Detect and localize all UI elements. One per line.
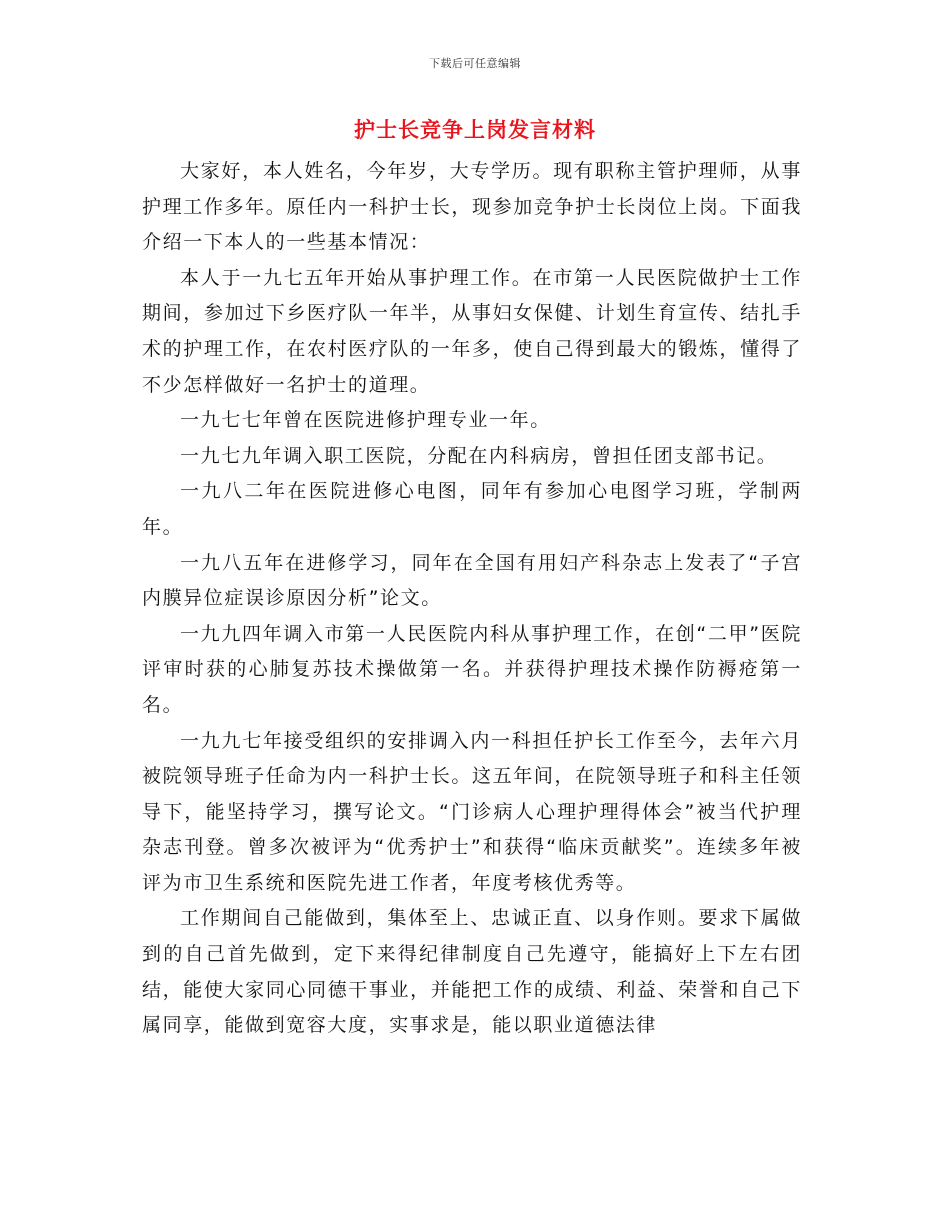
paragraph-1994: 一九九四年调入市第一人民医院内科从事护理工作，在创“二甲”医院评审时获的心肺复苏技术操做第一名。并获得护理技术操作防褥疮第一名。 <box>142 622 802 716</box>
paragraph-introduction: 大家好，本人姓名，今年岁，大专学历。现有职称主管护理师，从事护理工作多年。原任内一科护士长，现参加竞争护士长岗位上岗。下面我介绍一下本人的一些基本情况： <box>142 160 802 254</box>
paragraph-work-conduct: 工作期间自己能做到，集体至上、忠诚正直、以身作则。要求下属做到的自己首先做到，定下来得纪律制度自己先遵守，能搞好上下左右团结，能使大家同心同德干事业，并能把工作的成绩、利益、荣誉和自己下属同享，能做到宽容大度，实事求是，能以职业道德法律 <box>142 907 802 1037</box>
paragraph-1982: 一九八二年在医院进修心电图，同年有参加心电图学习班，学制两年。 <box>142 480 802 538</box>
document-title: 护士长竞争上岗发言材料 <box>354 118 596 142</box>
paragraph-1985: 一九八五年在进修学习，同年在全国有用妇产科杂志上发表了“子宫内膜异位症误诊原因分析”论文。 <box>142 551 802 610</box>
paragraph-1977: 一九七七年曾在医院进修护理专业一年。 <box>180 409 551 432</box>
document-body <box>142 154 802 1044</box>
paragraph-1975: 本人于一九七五年开始从事护理工作。在市第一人民医院做护士工作期间，参加过下乡医疗队一年半，从事妇女保健、计划生育宣传、结扎手术的护理工作，在农村医疗队的一年多，使自己得到最大的锻炼，懂得了不少怎样做好一名护士的道理。 <box>142 266 802 396</box>
paragraph-1997: 一九九七年接受组织的安排调入内一科担任护长工作至今，去年六月被院领导班子任命为内一科护士长。这五年间，在院领导班子和科主任领导下，能坚持学习，撰写论文。“门诊病人心理护理得体会”被当代护理杂志刊登。曾多次被评为“优秀护士”和获得“临床贡献奖”。连续多年被评为市卫生系统和医院先进工作者，年度考核优秀等。 <box>142 729 802 894</box>
paragraph-1979: 一九七九年调入职工医院，分配在内科病房，曾担任团支部书记。 <box>180 444 778 467</box>
header-note: 下载后可任意编辑 <box>429 57 521 70</box>
